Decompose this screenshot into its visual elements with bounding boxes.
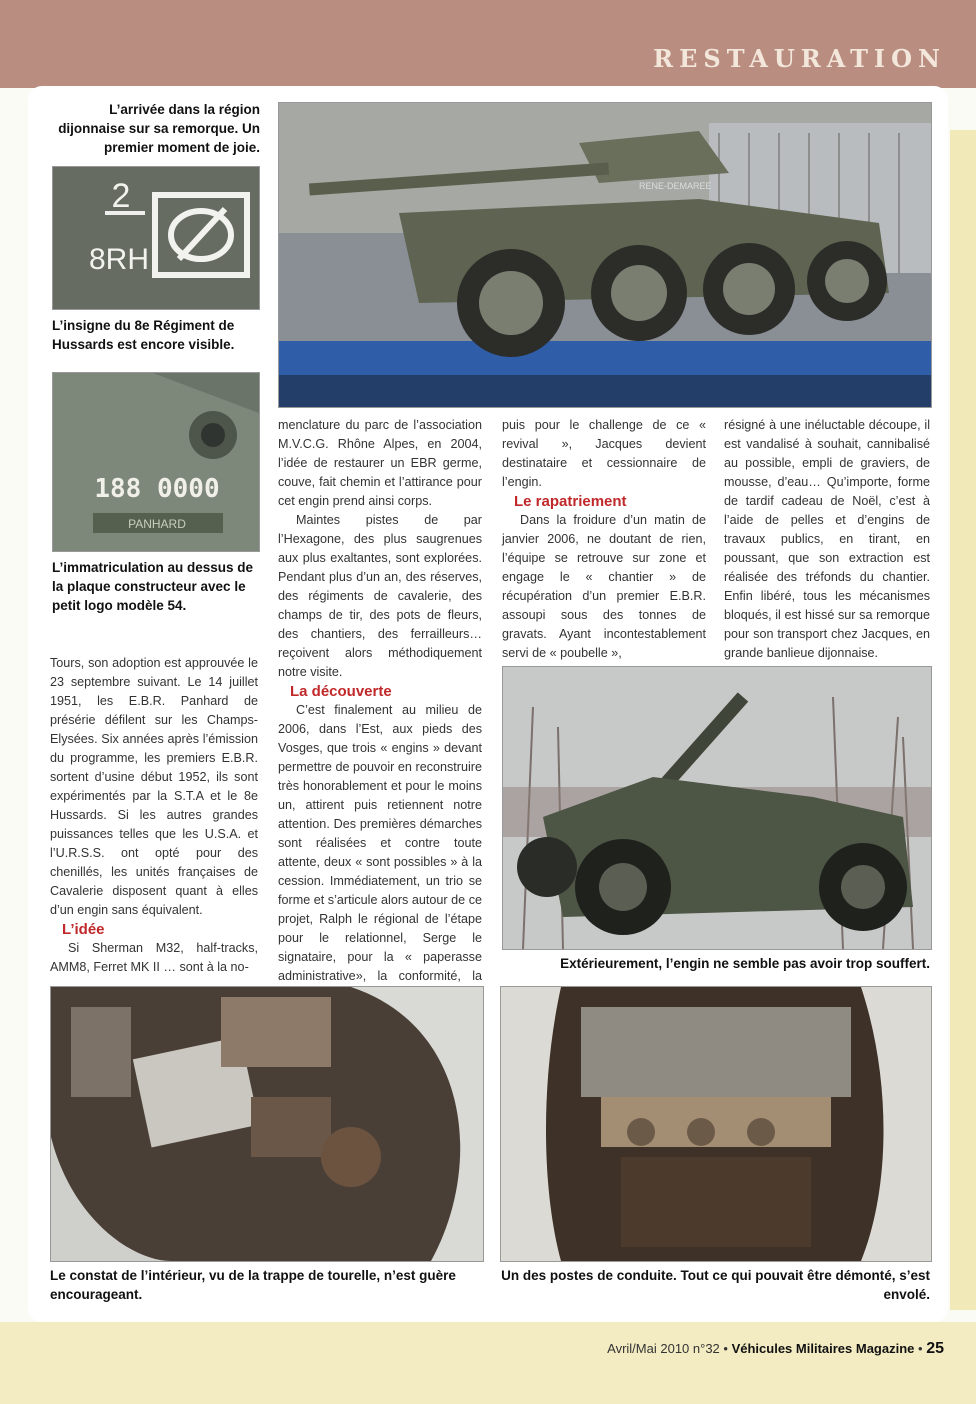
- col3-paragraph-2: Dans la froidure d’un matin de janvier 2006, ne doutant de rien, l’équipe se retrouve sur zone et engage le « chantier » de récupération d’un premier E.B.R. assoupi sous des tonnes de gravats. Ayant incontestablement servi de « poubelle »,: [502, 513, 706, 660]
- insignia-number-bottom: 8RH: [88, 243, 150, 276]
- col2-paragraph-1: menclature du parc de l’association M.V.C.G. Rhône Alpes, en 2004, l’idée de restaurer un EBR germe, couve, fait chemin et l’attirance pour cet engin prend ainsi corps.: [278, 418, 482, 508]
- trailer-tank-photo: [278, 102, 932, 408]
- exterior-photo: [502, 666, 932, 950]
- registration-plate-photo: [52, 372, 260, 552]
- side-band: [950, 130, 976, 1310]
- caption-driver-post: Un des postes de conduite. Tout ce qui pouvait être démonté, s’est envolé.: [501, 1268, 930, 1302]
- col1-paragraph-2: Si Sherman M32, half-tracks, AMM8, Ferret MK II … sont à la no-: [50, 941, 258, 974]
- insignia-number-top: 2: [111, 177, 131, 215]
- footer-bullet-1: •: [723, 1341, 728, 1356]
- plate-brand: PANHARD: [128, 517, 186, 531]
- heading-rapatriement: Le rapatriement: [514, 493, 627, 510]
- bottom-band: [0, 1322, 976, 1404]
- caption-registration: L’immatriculation au dessus de la plaque constructeur avec le petit logo modèle 54.: [52, 560, 254, 613]
- footer-bullet-2: •: [918, 1341, 923, 1356]
- plate-number: 188 0000: [94, 474, 220, 504]
- caption-interior: Le constat de l’intérieur, vu de la trappe de tourelle, n’est guère encourageant.: [50, 1268, 456, 1302]
- column-2: [278, 416, 482, 1024]
- col4-paragraph-1: résigné à une inéluctable découpe, il est vandalisé à souhait, cannibalisé au possible, empli de graviers, de mousse, d’eau… Qu’importe, forme de tardif cadeau de Noël, c’est à l’aide de pelles et d’engins de travaux publics, en tirant, en poussant, que son extraction est réalisée des tréfonds du chantier. Enfin libéré, tous les mécanismes bloqués, il est hissé sur sa remorque pour son transport chez Jacques, en grande banlieue dijonnaise.: [724, 418, 930, 660]
- page-number: 25: [926, 1340, 944, 1357]
- footer-issue: Avril/Mai 2010 n°32: [607, 1341, 720, 1356]
- insignia-photo: [52, 166, 260, 310]
- column-4: [724, 416, 930, 663]
- heading-idee: L’idée: [62, 921, 105, 938]
- caption-exterior: Extérieurement, l’engin ne semble pas avoir trop souffert.: [560, 956, 930, 971]
- tank-name: RENE-DEMAREE: [639, 181, 712, 191]
- driver-post-photo: [500, 986, 932, 1262]
- caption-insignia: L’insigne du 8e Régiment de Hussards est encore visible.: [52, 318, 235, 352]
- caption-trailer-arrival: L’arrivée dans la région dijonnaise sur sa remorque. Un premier moment de joie.: [58, 102, 260, 155]
- section-title: RESTAURATION: [653, 44, 946, 73]
- column-3: [502, 416, 706, 663]
- column-1: [50, 654, 258, 977]
- heading-decouverte: La découverte: [290, 683, 392, 700]
- col3-paragraph-1: puis pour le challenge de ce « revival », Jacques devient destinataire et cessionnaire de l’engin.: [502, 418, 706, 489]
- col2-paragraph-2: Maintes pistes de par l’Hexagone, des plus saugrenues aux plus exaltantes, sont explorées. Pendant plus d’un an, des réserves, des régiments de cavalerie, des champs de tir, des pots de fleurs, des chantiers, des ferrailleurs… reçoivent alors méthodiquement notre visite.: [278, 513, 482, 679]
- interior-photo: [50, 986, 484, 1262]
- page-footer: [607, 1340, 944, 1358]
- footer-magazine-name: Véhicules Militaires Magazine: [731, 1341, 915, 1356]
- col1-paragraph-1: Tours, son adoption est approuvée le 23 septembre suivant. Le 14 juillet 1951, les E.B.R. Panhard de présérie défilent sur les Champs-Elysées. Six années après l’émission du programme, les premiers E.B.R. sortent d’usine début 1952, ils sont expérimentés par la S.T.A et le 8e Hussards. Si les autres grandes puissances telles que les U.S.A. et l’U.R.S.S. ont opté pour des chenillés, les unités françaises de Cavalerie disposent quant à elles d’un engin sans équivalent.: [50, 656, 258, 917]
- col2-paragraph-3: C’est finalement au milieu de 2006, dans l’Est, aux pieds des Vosges, que trois « engins » devant permettre de pouvoir en reconstruire très honorablement et pour le moins un, attirent puis retiennent notre attention. Des premières démarches sont réalisées et contre toute attente, deux « sont possibles » à la cession. Immédiatement, un trio se forme et s’articule alors autour de ce projet, Ralph le régional de l’étape pour le relationnel, Serge le signataire, pour la « paperasse administrative», la conformité, la: [278, 703, 482, 983]
